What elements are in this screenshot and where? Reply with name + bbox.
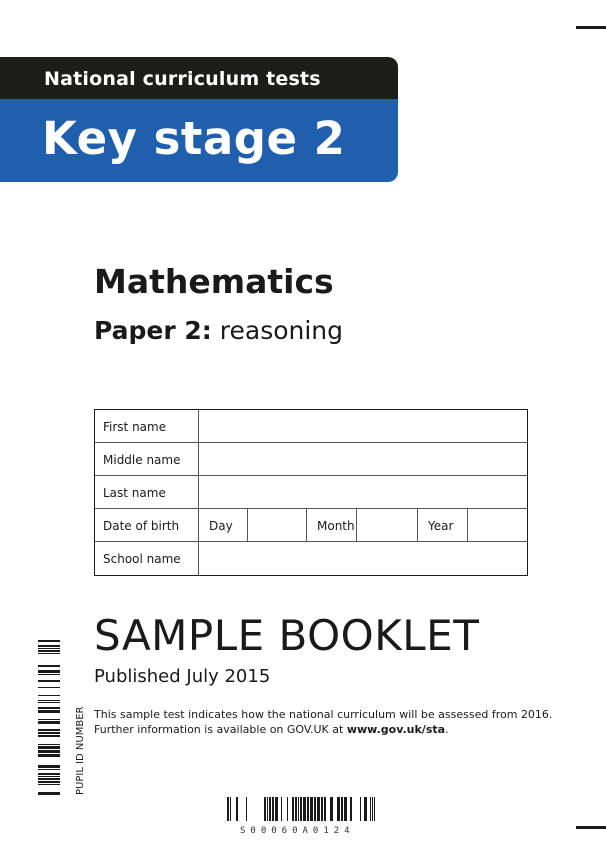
date-of-birth-label: Date of birth [95, 509, 199, 541]
last-name-field[interactable] [199, 476, 529, 508]
info-line-2: Further information is available on GOV.UK at www.gov.uk/sta. [94, 723, 449, 736]
month-field[interactable] [357, 509, 418, 541]
series-title: National curriculum tests [44, 68, 321, 90]
series-banner [0, 57, 398, 99]
paper-number: Paper 2: [94, 316, 212, 345]
pupil-id-label: PUPIL ID NUMBER [75, 706, 86, 795]
sta-link[interactable]: www.gov.uk/sta [346, 723, 446, 736]
school-name-row [95, 542, 527, 575]
first-name-field[interactable] [199, 410, 529, 442]
pupil-barcode-icon [38, 640, 60, 795]
middle-name-row [95, 443, 527, 476]
year-label: Year [418, 509, 468, 541]
first-name-row [95, 410, 527, 443]
day-field[interactable] [248, 509, 307, 541]
crop-mark-top [576, 26, 606, 29]
paper-title [94, 316, 343, 345]
last-name-row [95, 476, 527, 509]
day-label: Day [199, 509, 248, 541]
school-name-field[interactable] [199, 542, 529, 575]
month-label: Month [307, 509, 357, 541]
booklet-title: SAMPLE BOOKLET [94, 611, 480, 660]
school-name-label: School name [95, 542, 199, 575]
paper-name: reasoning [219, 316, 344, 345]
pupil-details-form [94, 409, 528, 576]
stage-title: Key stage 2 [42, 112, 346, 165]
barcode-number: S00060A0124 [240, 826, 355, 836]
date-of-birth-row [95, 509, 527, 542]
info-line-1: This sample test indicates how the national curriculum will be assessed from 2016. [94, 708, 553, 721]
published-date: Published July 2015 [94, 666, 271, 687]
middle-name-field[interactable] [199, 443, 529, 475]
booklet-barcode-icon [227, 797, 377, 821]
first-name-label: First name [95, 410, 199, 442]
stage-banner [0, 99, 398, 182]
middle-name-label: Middle name [95, 443, 199, 475]
year-field[interactable] [468, 509, 529, 541]
last-name-label: Last name [95, 476, 199, 508]
info-text [94, 707, 552, 737]
subject-title: Mathematics [94, 262, 334, 301]
crop-mark-bottom [576, 826, 606, 829]
